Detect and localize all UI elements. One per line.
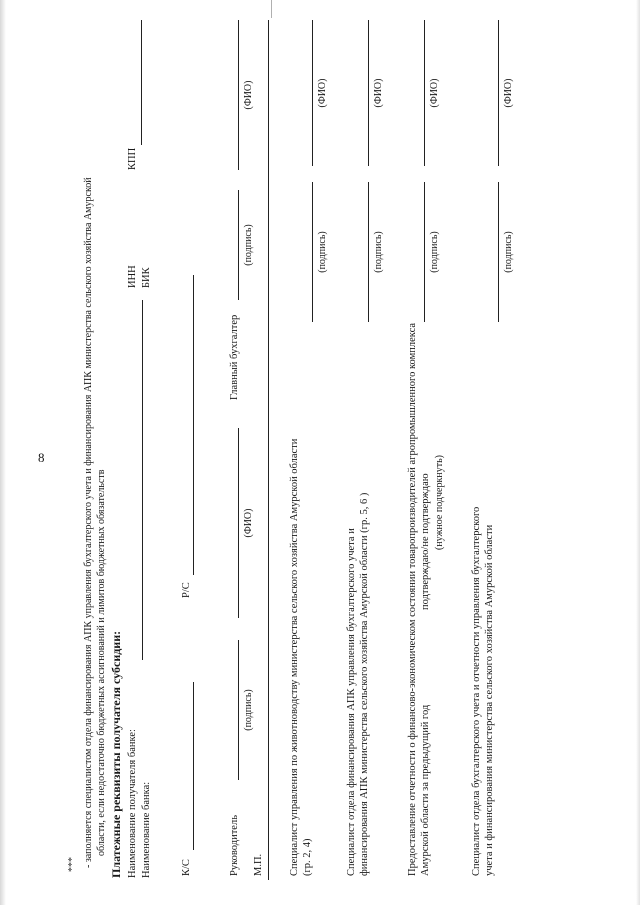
- accounting-specialist-line-1: Специалист отдела бухгалтерского учета и отчетности управления бухгалтерского: [471, 506, 482, 876]
- finance-podpis-caption: (подпись): [373, 231, 384, 273]
- chief-accountant-podpis-caption: (подпись): [243, 224, 254, 266]
- footnote-marker: ***: [67, 857, 78, 872]
- mp-stamp-label: М.П.: [253, 853, 264, 876]
- finance-specialist-line-1: Специалист отдела финансирования АПК управления бухгалтерского учета и: [346, 528, 357, 876]
- chief-accountant-fio-line: [238, 20, 239, 170]
- section-divider: [268, 20, 269, 880]
- ks-line: [193, 682, 194, 850]
- livestock-fio-line: [312, 20, 313, 166]
- livestock-signature-line: [312, 182, 313, 322]
- livestock-specialist-line-2: (гр. 2, 4): [302, 838, 313, 876]
- head-label: Руководитель: [229, 815, 240, 876]
- finance-signature-line: [368, 182, 369, 322]
- page-number: 8: [38, 450, 45, 465]
- accounting-signature-line: [498, 182, 499, 322]
- footnote-line-2: области, если недостаточно бюджетных ассигнований и лимитов бюджетных обязательств: [96, 469, 107, 856]
- inn-label: ИНН: [127, 265, 138, 288]
- reporting-signature-line: [424, 182, 425, 322]
- head-signature-line: [238, 640, 239, 780]
- reporting-confirm-note: (нужное подчеркнуть): [434, 455, 445, 550]
- reporting-fio-line: [424, 20, 425, 166]
- rs-line: [193, 275, 194, 575]
- recipient-bank-line: [142, 300, 143, 660]
- finance-fio-line: [368, 20, 369, 166]
- head-fio-line: [238, 428, 239, 618]
- chief-accountant-label: Главный бухгалтер: [229, 314, 240, 400]
- head-fio-caption: (ФИО): [243, 508, 254, 538]
- livestock-specialist-line-1: Специалист управления по животноводству министерства сельского хозяйства Амурской области: [289, 438, 300, 876]
- accounting-fio-line: [498, 20, 499, 166]
- reporting-line-2: Амурской области за предыдущий год: [420, 704, 431, 876]
- scan-shadow-right: [636, 0, 640, 905]
- accounting-specialist-line-2: учета и финансирования министерства сельского хозяйства Амурской области: [484, 524, 495, 876]
- ks-label: К/С: [181, 859, 192, 876]
- scan-shadow-left: [0, 0, 6, 905]
- reporting-line-1: Предоставление отчетности о финансово-экономическом состоянии товаропроизводителей агропромышленного комплекса: [407, 322, 418, 876]
- rotated-page-content: [20, 15, 610, 880]
- recipient-bank-label: Наименование получателя банке:: [127, 729, 138, 878]
- footnote-line-1: - заполняется специалистом отдела финансирования АПК управления бухгалтерского учета и финансирования АПК министерства сельского хозяйства Амурской: [83, 177, 94, 868]
- bank-name-label: Наименование банка:: [141, 781, 152, 878]
- finance-specialist-line-2: финансирования АПК министерства сельского хозяйства Амурской области (гр. 5, 6 ): [359, 492, 370, 876]
- livestock-podpis-caption: (подпись): [317, 231, 328, 273]
- head-podpis-caption: (подпись): [243, 689, 254, 731]
- bik-label: БИК: [141, 267, 152, 288]
- reporting-fio-caption: (ФИО): [429, 78, 440, 108]
- accounting-podpis-caption: (подпись): [503, 231, 514, 273]
- accounting-fio-caption: (ФИО): [503, 78, 514, 108]
- reporting-confirm-choice: подтверждаю/не подтверждаю: [420, 473, 431, 610]
- rs-label: Р/С: [181, 582, 192, 598]
- chief-accountant-signature-line: [238, 190, 239, 300]
- kpp-label: КПП: [127, 147, 138, 170]
- kpp-line: [141, 20, 142, 145]
- livestock-fio-caption: (ФИО): [317, 78, 328, 108]
- chief-accountant-fio-caption: (ФИО): [243, 80, 254, 110]
- finance-fio-caption: (ФИО): [373, 78, 384, 108]
- reporting-podpis-caption: (подпись): [429, 231, 440, 273]
- payment-heading: Платежные реквизиты получателя субсидии:: [109, 630, 123, 878]
